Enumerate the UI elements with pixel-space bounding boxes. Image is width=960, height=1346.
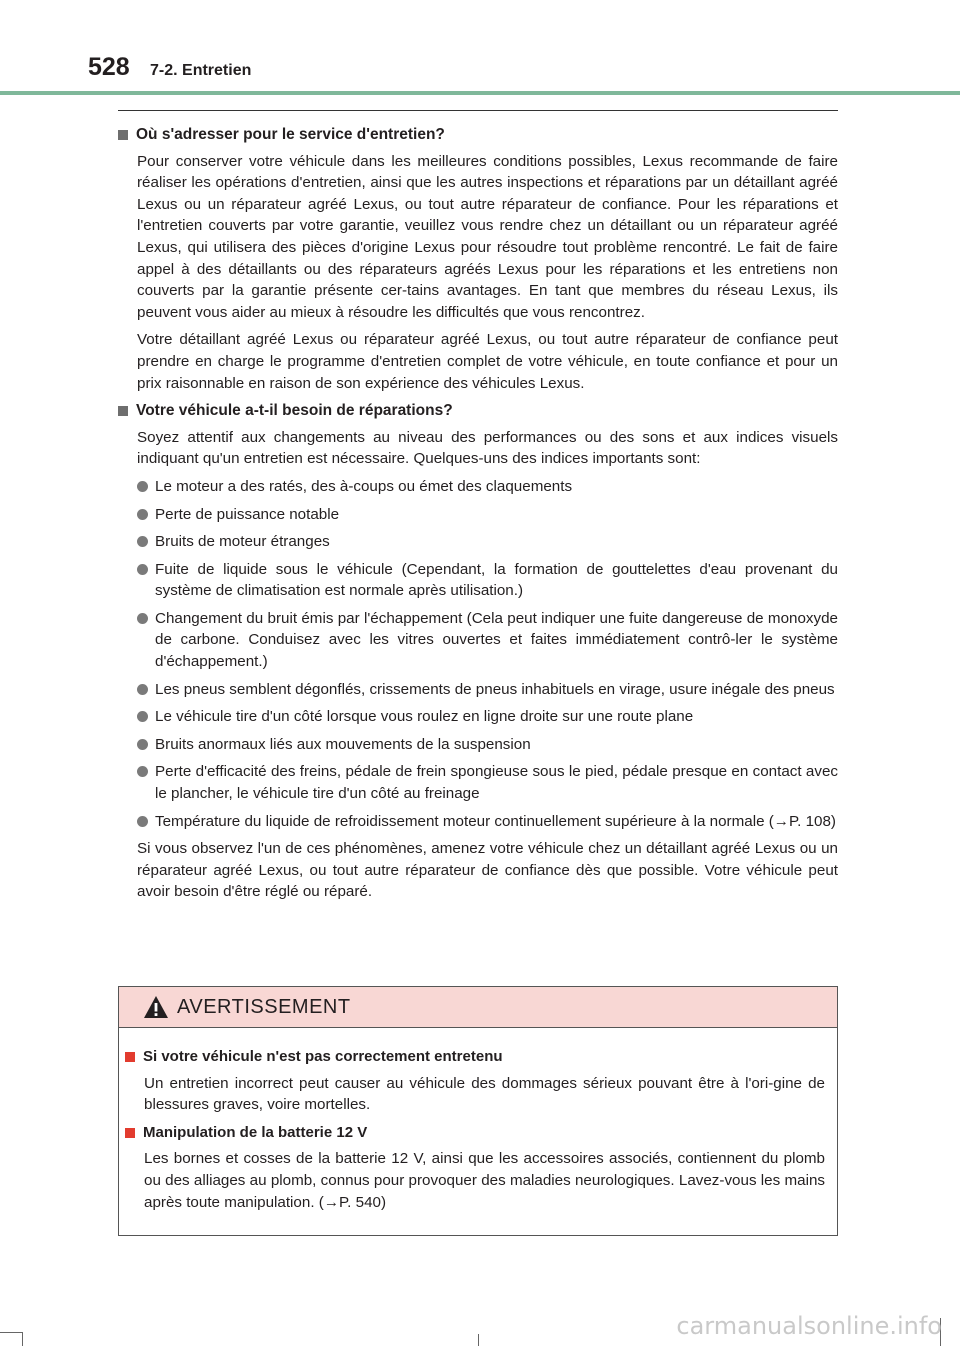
- square-bullet-icon: [118, 406, 128, 416]
- round-bullet-icon: [137, 739, 148, 750]
- list-item: Bruits anormaux liés aux mouvements de la suspension: [137, 734, 838, 756]
- list-item: Perte de puissance notable: [137, 504, 838, 526]
- round-bullet-icon: [137, 481, 148, 492]
- round-bullet-icon: [137, 766, 148, 777]
- warning-item-heading: Si votre véhicule n'est pas correctement entretenu: [125, 1046, 825, 1068]
- warning-item-text: Les bornes et cosses de la batterie 12 V, ainsi que les accessoires associés, contiennent du plomb ou des alliages au plomb, connus pour provoquer des maladies neurologiques. Lavez-vous les mains après toute manipulation. (→P. 540): [144, 1150, 825, 1211]
- warning-box: [118, 986, 838, 1236]
- crop-mark: [478, 1334, 479, 1346]
- symptom-list: [137, 476, 838, 832]
- round-bullet-icon: [137, 816, 148, 827]
- warning-title: AVERTISSEMENT: [177, 995, 351, 1018]
- page-number: 528: [88, 53, 130, 81]
- warning-item-heading: Manipulation de la batterie 12 V: [125, 1122, 825, 1144]
- list-item: Changement du bruit émis par l'échappement (Cela peut indiquer une fuite dangereuse de monoxyde de carbone. Conduisez avec les vitres ouvertes et faites immédiatement contrô-ler le système d'échappement.): [137, 608, 838, 673]
- warning-body: [119, 1028, 837, 1213]
- round-bullet-icon: [137, 711, 148, 722]
- list-item: Le moteur a des ratés, des à-coups ou émet des claquements: [137, 476, 838, 498]
- list-item: Bruits de moteur étranges: [137, 531, 838, 553]
- round-bullet-icon: [137, 509, 148, 520]
- section-heading: [118, 400, 838, 422]
- section-title: Où s'adresser pour le service d'entretien?: [136, 126, 445, 143]
- list-item: Les pneus semblent dégonflés, crissements de pneus inhabituels en virage, usure inégale des pneus: [137, 679, 838, 701]
- round-bullet-icon: [137, 564, 148, 575]
- chapter-title: 7-2. Entretien: [150, 62, 252, 79]
- warning-triangle-icon: [143, 995, 169, 1019]
- page-header: [0, 0, 960, 96]
- list-item: Le véhicule tire d'un côté lorsque vous roulez en ligne droite sur une route plane: [137, 706, 838, 728]
- round-bullet-icon: [137, 613, 148, 624]
- warning-header: [119, 987, 837, 1028]
- list-item: Température du liquide de refroidissement moteur continuellement supérieure à la normale (→P. 108): [137, 811, 838, 833]
- header-rule: [0, 91, 960, 95]
- warning-item-text: Un entretien incorrect peut causer au véhicule des dommages sérieux pouvant être à l'ori-gine de blessures graves, voire mortelles.: [144, 1074, 825, 1114]
- paragraph: Pour conserver votre véhicule dans les meilleures conditions possibles, Lexus recommande de faire réaliser les opérations d'entretien, ainsi que les autres inspections et réparations par un détaillant agréé Lexus ou un réparateur agréé Lexus, ou tout autre réparateur de confiance. Pour les réparations et l'entretien couverts par votre garantie, veuillez vous rendre chez un détaillant ou un réparateur agréé Lexus, qui utilisera des pièces d'origine Lexus pour résoudre tout problème rencontré. Le fait de faire appel à des détaillants ou des réparateurs agréés Lexus pour les réparations et les entretiens non couverts par la garantie présente cer-tains avantages. En tant que membres du réseau Lexus, ils peuvent vous aider au mieux à résoudre les difficultés que vous rencontrez.: [137, 152, 838, 321]
- paragraph: Votre détaillant agréé Lexus ou réparateur agréé Lexus, ou tout autre réparateur de confiance peut prendre en charge le programme d'entretien complet de votre véhicule, en toute confiance et pour un prix raisonnable en raison de son expérience des véhicules Lexus.: [137, 331, 838, 392]
- main-content: [118, 124, 838, 909]
- round-bullet-icon: [137, 536, 148, 547]
- square-bullet-icon: [125, 1128, 135, 1138]
- paragraph: Si vous observez l'un de ces phénomènes, amenez votre véhicule chez un détaillant agréé Lexus ou un réparateur agréé Lexus, ou tout autre réparateur de confiance dès que possible. Votre véhicule peut avoir besoin d'être réglé ou réparé.: [137, 840, 838, 901]
- list-item: Fuite de liquide sous le véhicule (Cependant, la formation de gouttelettes d'eau provenant du système de climatisation est normale après utilisation.): [137, 559, 838, 602]
- crop-mark: [0, 1332, 22, 1333]
- round-bullet-icon: [137, 684, 148, 695]
- paragraph: Soyez attentif aux changements au niveau des performances ou des sons et aux indices visuels indiquant qu'un entretien est nécessaire. Quelques-uns des indices importants sont:: [137, 428, 838, 468]
- section-heading: [118, 124, 838, 146]
- square-bullet-icon: [118, 130, 128, 140]
- section-title: Votre véhicule a-t-il besoin de réparations?: [136, 402, 453, 420]
- crop-mark: [22, 1332, 23, 1346]
- square-bullet-icon: [125, 1052, 135, 1062]
- footer-watermark: carmanualsonline.info: [676, 1312, 942, 1340]
- list-item: Perte d'efficacité des freins, pédale de frein spongieuse sous le pied, pédale presque en contact avec le plancher, le véhicule tire d'un côté au freinage: [137, 761, 838, 804]
- section-rule: [118, 110, 838, 111]
